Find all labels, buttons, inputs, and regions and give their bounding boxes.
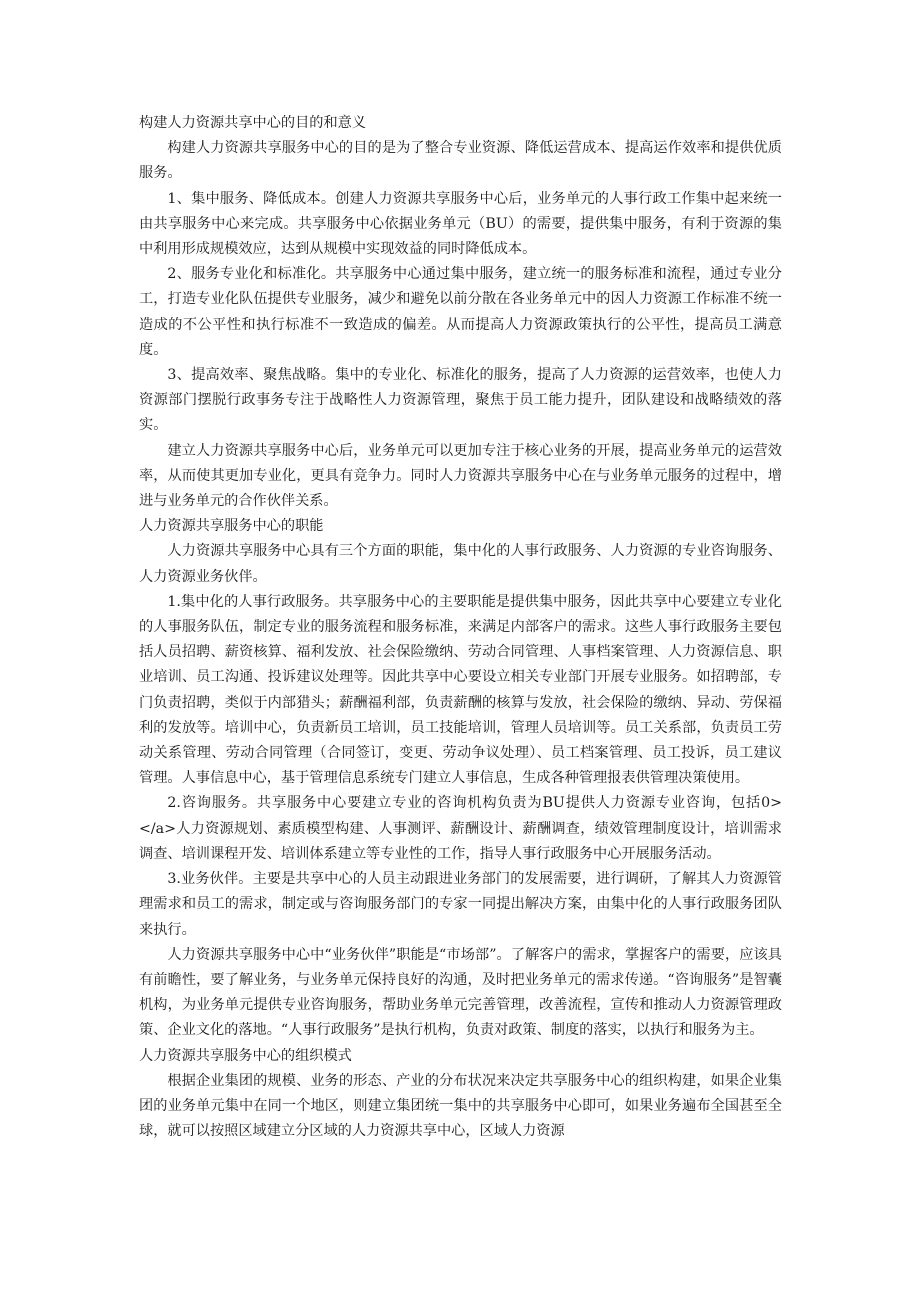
section-heading-organization: 人力资源共享服务中心的组织模式 [139,1047,352,1064]
paragraph: 人力资源共享服务中心具有三个方面的职能，集中化的人事行政服务、人力资源的专业咨询服务、人力资源业务伙伴。 [139,543,782,585]
paragraph: 2、服务专业化和标准化。共享服务中心通过集中服务，建立统一的服务标准和流程，通过专业分工，打造专业化队伍提供专业服务，减少和避免以前分散在各业务单元中的因人力资源工作标准不统一造成的不公平性和执行标准不一致造成的偏差。从而提高人力资源政策执行的公平性，提高员工满意度。 [139,266,782,358]
paragraph: 3、提高效率、聚焦战略。集中的专业化、标准化的服务，提高了人力资源的运营效率，也使人力资源部门摆脱行政事务专注于战略性人力资源管理，聚焦于员工能力提升，团队建设和战略绩效的落实。 [139,367,782,434]
paragraph: 人力资源共享服务中心中“业务伙伴”职能是“市场部”。了解客户的需求，掌握客户的需要，应该具有前瞻性，要了解业务，与业务单元保持良好的沟通，及时把业务单元的需求传递。“咨询服务”是智囊机构，为业务单元提供专业咨询服务，帮助业务单元完善管理，改善流程，宣传和推动人力资源管理政策、企业文化的落地。“人事行政服务”是执行机构，负责对政策、制度的落实，以执行和服务为主。 [139,946,782,1039]
section-heading-functions: 人力资源共享服务中心的职能 [139,518,324,535]
document-body [139,111,782,1144]
paragraph: 1、集中服务、降低成本。创建人力资源共享服务中心后，业务单元的人事行政工作集中起来统一由共享服务中心来完成。共享服务中心依据业务单元（BU）的需要，提供集中服务，有利于资源的集中利用形成规模效应，达到从规模中实现效益的同时降低成本。 [139,190,782,258]
paragraph: 建立人力资源共享服务中心后，业务单元可以更加专注于核心业务的开展，提高业务单元的运营效率，从而使其更加专业化，更具有竞争力。同时人力资源共享服务中心在与业务单元服务的过程中，增进与业务单元的合作伙伴关系。 [139,442,782,510]
paragraph: 2.咨询服务。共享服务中心要建立专业的咨询机构负责为BU提供人力资源专业咨询，包括0></a>人力资源规划、素质模型构建、人事测评、薪酬设计、薪酬调查，绩效管理制度设计，培训需求调查、培训课程开发、培训体系建立等专业性的工作，指导人事行政服务中心开展服务活动。 [139,795,782,862]
paragraph: 1.集中化的人事行政服务。共享服务中心的主要职能是提供集中服务，因此共享中心要建立专业化的人事服务队伍，制定专业的服务流程和服务标准，来满足内部客户的需求。这些人事行政服务主要包括人员招聘、薪资核算、福利发放、社会保险缴纳、劳动合同管理、人事档案管理、人力资源信息、职业培训、员工沟通、投诉建议处理等。因此共享中心要设立相关专业部门开展专业服务。如招聘部，专门负责招聘，类似于内部猎头；薪酬福利部，负责薪酬的核算与发放，社会保险的缴纳、异动、劳保福利的发放等。培训中心，负责新员工培训，员工技能培训，管理人员培训等。员工关系部，负责员工劳动关系管理、劳动合同管理（合同签订，变更、劳动争议处理）、员工档案管理、员工投诉，员工建议管理。人事信息中心，基于管理信息系统专门建立人事信息，生成各种管理报表供管理决策使用。 [139,593,782,787]
paragraph: 构建人力资源共享服务中心的目的是为了整合专业资源、降低运营成本、提高运作效率和提供优质服务。 [139,140,782,182]
section-heading-purpose: 构建人力资源共享中心的目的和意义 [139,115,367,131]
paragraph: 根据企业集团的规模、业务的形态、产业的分布状况来决定共享服务中心的组织构建，如果企业集团的业务单元集中在同一个地区，则建立集团统一集中的共享服务中心即可，如果业务遍布全国甚至全球，就可以按照区域建立分区域的人力资源共享中心，区域人力资源 [139,1072,782,1140]
paragraph: 3.业务伙伴。主要是共享中心的人员主动跟进业务部门的发展需要，进行调研，了解其人力资源管理需求和员工的需求，制定或与咨询服务部门的专家一同提出解决方案，由集中化的人事行政服务团队来执行。 [139,871,782,938]
